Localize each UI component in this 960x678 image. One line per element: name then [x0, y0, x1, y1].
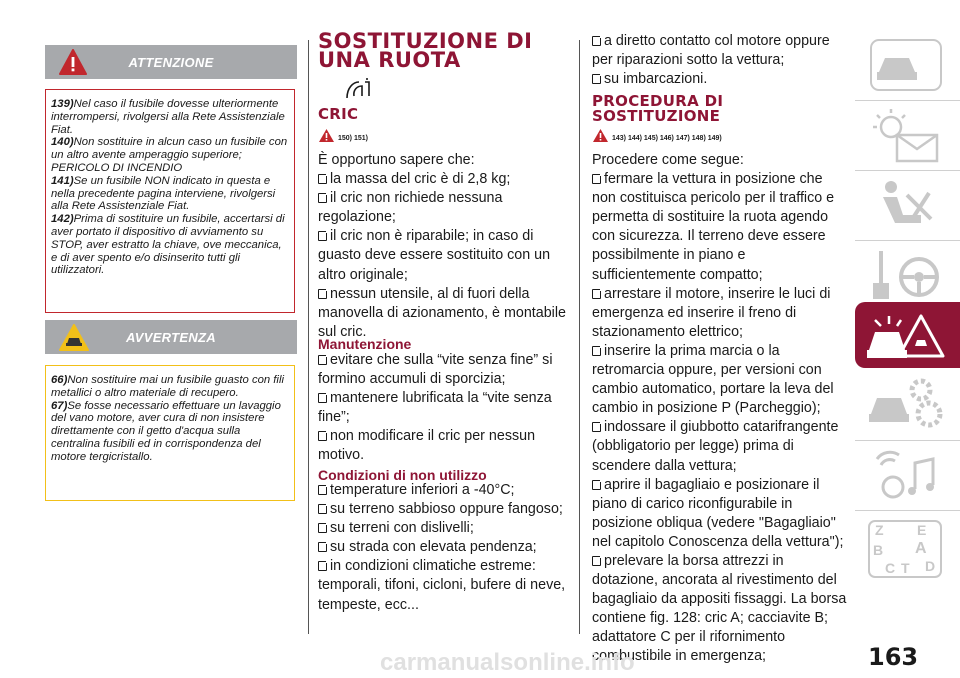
list-item: fermare la vettura in posizione che non costituisca pericolo per il traffico e permetta di sostituire la ruota agendo con sicurezza. Il terreno deve essere possibilmente in piano e sufficientemente compatto; — [592, 171, 835, 283]
tab-emergency[interactable] — [855, 302, 960, 368]
tab-safety[interactable] — [855, 170, 960, 240]
tab-multimedia[interactable] — [855, 440, 960, 510]
bullet-box-icon — [318, 523, 327, 533]
procedura-title: PROCEDURA DI SOSTITUZIONE — [592, 92, 724, 125]
list-item: su imbarcazioni. — [592, 70, 847, 89]
avvertenza-header — [45, 320, 297, 354]
index-letter: C — [885, 560, 896, 576]
warning-triangle-icon — [318, 128, 335, 143]
car-maintenance-gears-icon — [867, 374, 947, 434]
list-item: nessun utensile, al di fuori della manovella di azionamento, è montabile sul cric. — [318, 285, 566, 340]
warning-item: 142)Prima di sostituire un fusibile, accertarsi di aver portato il dispositivo di avviamento su STOP, aver estratto la chiave, ove meccanica, e di aver spento e/o disinserito tutti gli utilizzatori. — [51, 213, 285, 277]
index-letters-icon — [867, 515, 947, 579]
warning-item: 139)Nel caso il fusibile dovesse ulteriormente interrompersi, rivolgersi alla Rete Assistenziale Fiat. — [51, 98, 285, 136]
procedura-body — [592, 151, 847, 667]
bullet-box-icon — [592, 289, 601, 299]
index-letter: T — [901, 560, 910, 576]
bullet-box-icon — [318, 355, 327, 365]
list-item: indossare il giubbotto catarifrangente (obbligatorio per legge) prima di scendere dalla vettura; — [592, 419, 839, 474]
condizioni-body — [318, 481, 570, 615]
list-item: il cric non richiede nessuna regolazione; — [318, 190, 503, 226]
list-item: su strada con elevata pendenza; — [318, 538, 570, 557]
seat-airbag-icon — [867, 175, 947, 235]
list-item: inserire la prima marcia o la retromarcia oppure, per versioni con cambio automatico, portare la leva del cambio in posizione P (Parcheggio); — [592, 342, 834, 417]
warning-lights-message-icon — [867, 105, 947, 165]
bullet-box-icon — [318, 231, 327, 241]
multimedia-icon — [867, 445, 947, 505]
col3-top-body — [592, 32, 847, 89]
tab-maintenance[interactable] — [855, 370, 960, 439]
procedura-refs: 143) 144) 145) 146) 147) 148) 149) — [612, 135, 722, 142]
column-divider — [579, 40, 580, 634]
procedura-intro: Procedere come segue: — [592, 152, 744, 168]
list-item: la massa del cric è di 2,8 kg; — [318, 170, 570, 189]
bullet-box-icon — [592, 174, 601, 184]
list-item: arrestare il motore, inserire le luci di emergenza ed inserire il freno di stazionamento elettrico; — [592, 285, 831, 340]
list-item: su terreno sabbioso oppure fangoso; — [318, 500, 570, 519]
condizioni-title: Condizioni di non utilizzo — [318, 467, 487, 483]
bullet-box-icon — [318, 431, 327, 441]
bullet-box-icon — [592, 346, 601, 356]
cric-intro: È opportuno sapere che: — [318, 152, 475, 168]
warning-item: 66)Non sostituire mai un fusibile guasto con fili metallici o altro materiale di recupero. — [51, 374, 284, 399]
bullet-box-icon — [592, 556, 601, 566]
bullet-box-icon — [318, 561, 327, 571]
bullet-box-icon — [592, 36, 601, 46]
avvertenza-title: AVVERTENZA — [126, 330, 216, 345]
bullet-box-icon — [592, 422, 601, 432]
cric-refs: 150) 151) — [338, 135, 368, 142]
list-item: non modificare il cric per nessun motivo. — [318, 428, 536, 464]
bullet-box-icon — [592, 480, 601, 490]
bullet-box-icon — [318, 393, 327, 403]
bullet-box-icon — [318, 485, 327, 495]
list-item: in condizioni climatiche estreme: temporali, tifoni, cicloni, bufere di neve, tempeste, ecc... — [318, 558, 566, 613]
list-item: su terreni con dislivelli; — [318, 519, 570, 538]
tab-index[interactable] — [855, 510, 960, 580]
index-letter: A — [915, 540, 927, 557]
tab-dashboard[interactable] — [855, 30, 960, 99]
bullet-box-icon — [318, 289, 327, 299]
watermark: carmanualsonline.info — [380, 649, 635, 676]
list-item: mantenere lubrificata la “vite senza fine”; — [318, 390, 552, 426]
list-item: temperature inferiori a -40°C; — [318, 481, 570, 500]
list-item: il cric non è riparabile; in caso di guasto deve essere sostituito con un altro originale; — [318, 228, 551, 283]
index-letter: D — [925, 558, 936, 574]
list-item: aprire il bagagliaio e posizionare il piano di carico riconfigurabile in posizione obliqua (vedere "Bagagliaio" nel capitolo Conoscenza della vettura"); — [592, 476, 844, 550]
warning-item: 141)Se un fusibile NON indicato in questa e nella precedente pagina interviene, rivolgersi alla Rete Assistenziale Fiat. — [51, 174, 276, 213]
bullet-box-icon — [318, 193, 327, 203]
tab-warning-lights[interactable] — [855, 100, 960, 170]
bullet-box-icon — [318, 542, 327, 552]
tab-starting-driving[interactable] — [855, 240, 960, 310]
column-divider — [308, 40, 309, 634]
attenzione-title: ATTENZIONE — [128, 55, 214, 70]
list-item: evitare che sulla “vite senza fine” si formino accumuli di sporcizia; — [318, 352, 553, 388]
bullet-box-icon — [318, 174, 327, 184]
bullet-box-icon — [592, 74, 601, 84]
index-letter: B — [873, 542, 884, 558]
car-dashboard-icon — [867, 34, 947, 94]
key-steering-wheel-icon — [867, 245, 947, 305]
attenzione-header — [45, 45, 297, 79]
section-title: SOSTITUZIONE DI UNA RUOTA — [318, 29, 533, 72]
index-letter: Z — [875, 522, 884, 538]
eco-leaf-icon — [345, 78, 373, 100]
manutenzione-body — [318, 351, 570, 466]
attenzione-box — [45, 89, 295, 313]
warning-item: 67)Se fosse necessario effettuare un lavaggio del vano motore, aver cura di non insistere direttamente con il getto d'acqua sulla centralina fusibili ed in corrispondenza del motore tergicristallo. — [51, 399, 281, 463]
car-emergency-icon — [867, 306, 947, 366]
cric-body — [318, 151, 570, 342]
index-letter: E — [917, 522, 927, 538]
page-number: 163 — [868, 643, 919, 671]
warning-triangle-icon — [592, 128, 609, 143]
cric-title: CRIC — [318, 105, 359, 123]
avvertenza-box — [45, 365, 295, 501]
manutenzione-title: Manutenzione — [318, 336, 412, 352]
bullet-box-icon — [318, 504, 327, 514]
list-item: prelevare la borsa attrezzi in dotazione, ancorata al rivestimento del bagagliaio da appositi fissaggi. La borsa contiene fig. 128: cric A; cacciavite B; adattatore C per il rifornimento combustibile in emergenza; — [592, 552, 847, 665]
list-item: a diretto contatto col motore oppure per riparazioni sotto la vettura; — [592, 33, 830, 69]
warning-item: 140)Non sostituire in alcun caso un fusibile con un altro avente amperaggio superiore; PERICOLO DI INCENDIO — [51, 136, 288, 174]
